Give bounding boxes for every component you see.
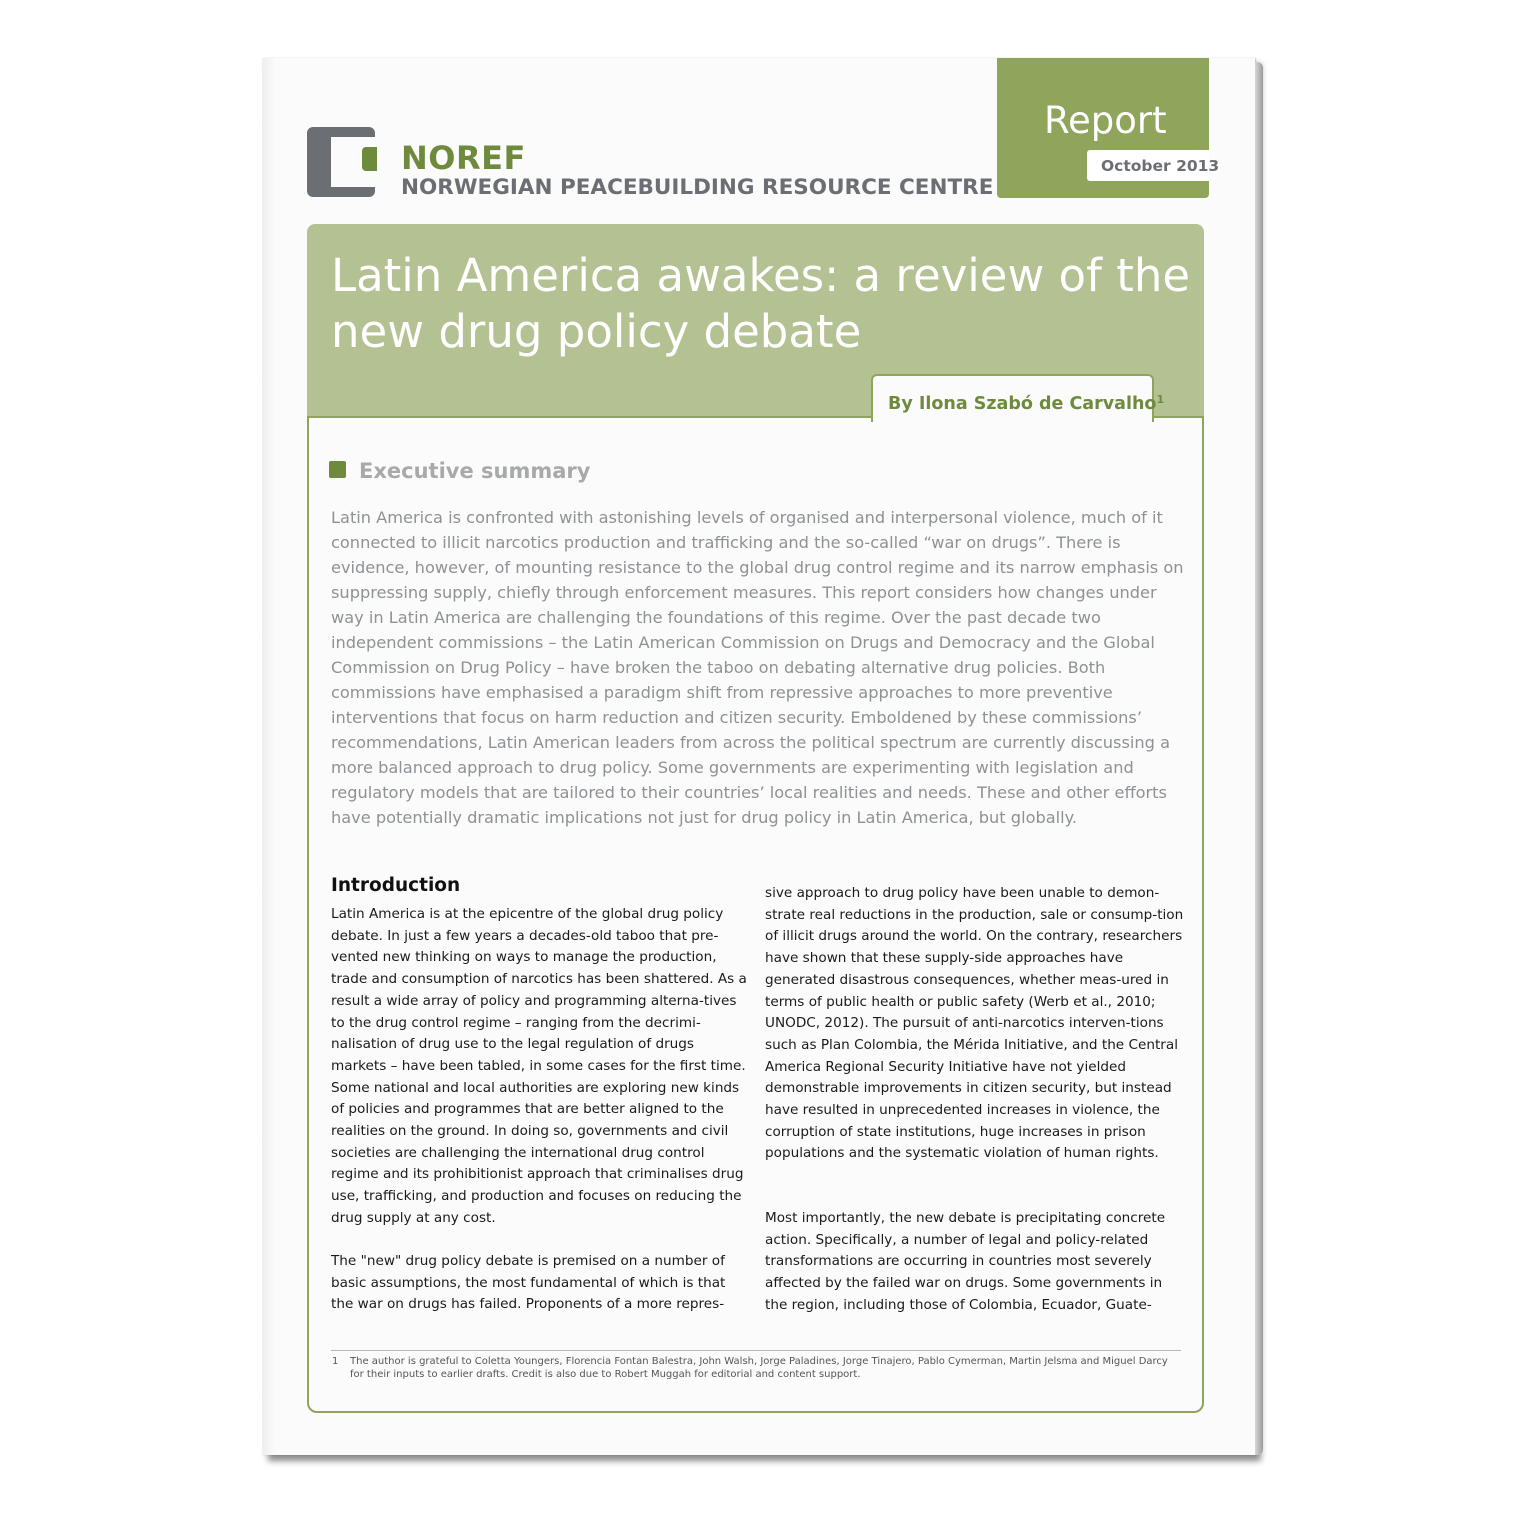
executive-summary-body: Latin America is confronted with astonishing levels of organised and interpersonal violence, much of it connected to illicit narcotics production and trafficking and the so-called “war on drugs”. There is evidence, however, of mounting resistance to the global drug control regime and its narrow emphasis on suppressing supply, chiefly through enforcement measures. This report considers how changes under way in Latin America are challenging the foundations of this regime. Over the past decade two independent commissions – the Latin American Commission on Drugs and Democracy and the Global Commission on Drug Policy – have broken the taboo on debating alternative drug policies. Both commissions have emphasised a paradigm shift from repressive approaches to more preventive interventions that focus on harm reduction and citizen security. Emboldened by these commissions’ recommendations, Latin American leaders from across the political spectrum are currently discussing a more balanced approach to drug policy. Some governments are experimenting with legislation and regulatory models that are tailored to their countries’ local realities and needs. These and other efforts have potentially dramatic implications not just for drug policy in Latin America, but globally. <box>331 508 1184 827</box>
org-name: NOREF <box>401 139 526 177</box>
author-name: By Ilona Szabó de Carvalho <box>888 394 1157 414</box>
page-edge-shadow <box>1255 62 1263 1455</box>
org-full-name: NORWEGIAN PEACEBUILDING RESOURCE CENTRE <box>401 175 994 200</box>
executive-summary-heading: Executive summary <box>359 459 591 483</box>
intro-paragraph-3: sive approach to drug policy have been unable to demon-strate real reductions in the production, sale or consump-tion of illicit drugs around the world. On the contrary, researchers have shown that these supply-side approaches have generated disastrous consequences, whether meas-ured in terms of public health or public safety (Werb et al., 2010; UNODC, 2012). The pursuit of anti-narcotics interven-tions such as Plan Colombia, the Mérida Initiative, and the Central America Regional Security Initiative have not yielded demonstrable improvements in citizen security, but instead have resulted in unprecedented increases in violence, the corruption of state institutions, huge increases in prison populations and the systematic violation of human rights. <box>765 885 1184 1162</box>
introduction-heading: Introduction <box>331 875 461 896</box>
noref-logo-icon <box>307 127 377 197</box>
intro-paragraph-2: The "new" drug policy debate is premised on a number of basic assumptions, the most fundamental of which is that the war on drugs has failed. Proponents of a more repres- <box>331 1253 726 1313</box>
author-byline <box>888 386 1164 418</box>
square-bullet-icon <box>329 461 346 478</box>
footnote-divider <box>331 1350 1181 1351</box>
doc-type-label: Report <box>1044 99 1167 142</box>
footnote-text: The author is grateful to Coletta Youngers, Florencia Fontan Balestra, John Walsh, Jorge Paladines, Jorge Tinajero, Pablo Cymerman, Martin Jelsma and Miguel Darcy for their inputs to earlier drafts. Credit is also due to Robert Muggah for editorial and content support. <box>350 1356 1168 1380</box>
publication-date: October 2013 <box>1101 157 1220 175</box>
author-footnote-mark: 1 <box>1156 393 1165 406</box>
footnote-number: 1 <box>332 1356 339 1367</box>
intro-paragraph-4: Most importantly, the new debate is precipitating concrete action. Specifically, a number of legal and policy-related transformations are occurring in countries most severely affected by the failed war on drugs. Some governments in the region, including those of Colombia, Ecuador, Guate- <box>765 1210 1166 1313</box>
report-title: Latin America awakes: a review of the new drug policy debate <box>331 249 1191 358</box>
intro-paragraph-1: Latin America is at the epicentre of the global drug policy debate. In just a few years a decades-old taboo that pre-vented new thinking on ways to manage the production, trade and consumption of narcotics has been shattered. As a result a wide array of policy and programming alterna-tives to the drug control regime – ranging from the decrimi-nalisation of drug use to the legal regulation of drugs markets – have been tabled, in some cases for the first time. Some national and local authorities are exploring new kinds of policies and programmes that are better aligned to the realities on the ground. In doing so, governments and civil societies are challenging the international drug control regime and its prohibitionist approach that criminalises drug use, trafficking, and production and focuses on reducing the drug supply at any cost. <box>331 906 747 1226</box>
